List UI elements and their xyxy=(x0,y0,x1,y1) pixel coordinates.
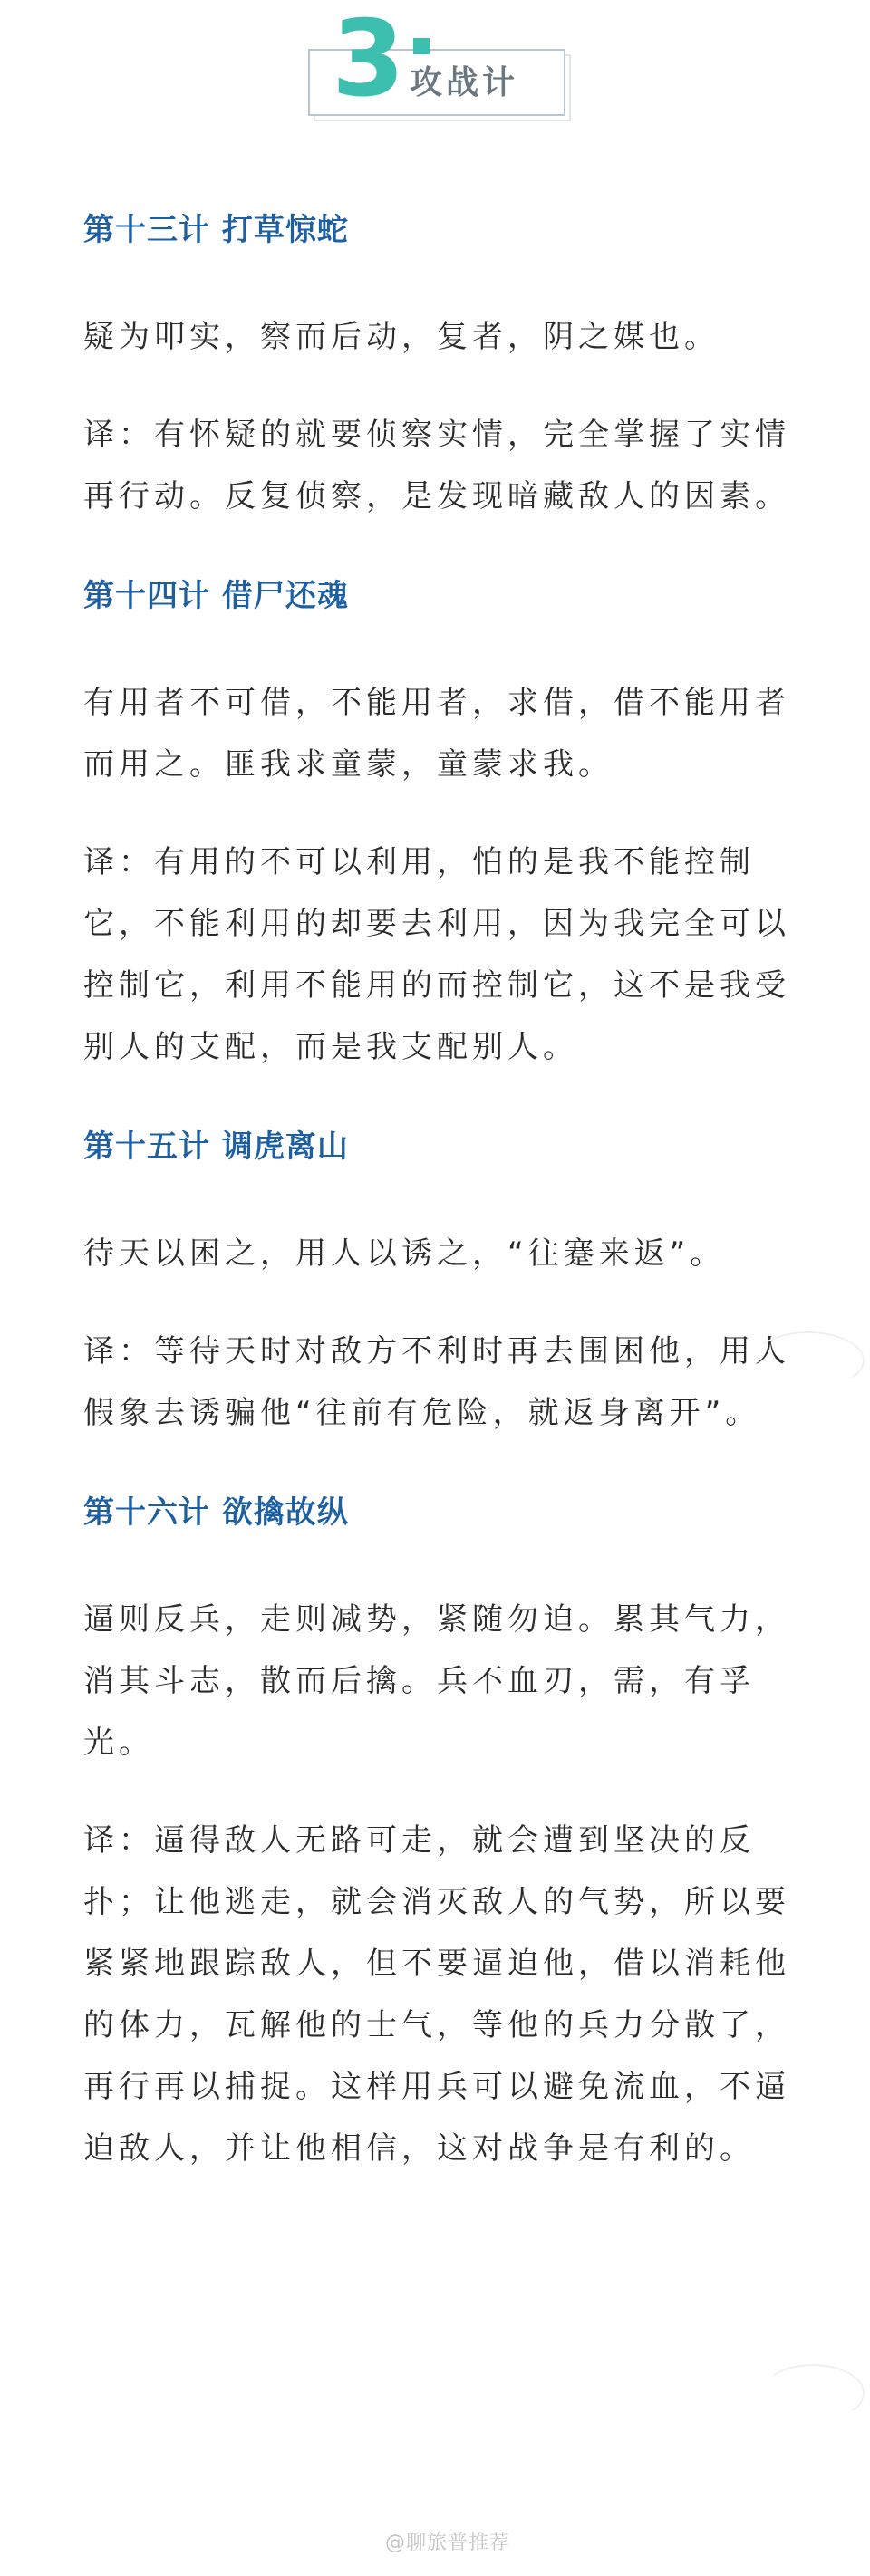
translation-text: 译：有怀疑的就要侦察实情，完全掌握了实情再行动。反复侦察，是发现暗藏敌人的因素。 xyxy=(83,417,790,514)
translation-text: 译：等待天时对敌方不利时再去围困他，用人假象去诱骗他“往前有危险，就返身离开”。 xyxy=(83,1333,790,1431)
translation-text: 译：有用的不可以利用，怕的是我不能控制它，不能利用的却要去利用，因为我完全可以控制它，利用不能用的而控制它，这不是我受别人的支配，而是我支配别人。 xyxy=(83,844,790,1065)
original-text: 待天以困之，用人以诱之，“往蹇来返”。 xyxy=(83,1235,726,1272)
original-text: 有用者不可借，不能用者，求借，借不能用者而用之。匪我求童蒙，童蒙求我。 xyxy=(83,685,790,783)
translation-text: 译：逼得敌人无路可走，就会遭到坚决的反扑；让他逃走，就会消灭敌人的气势，所以要紧紧地跟踪敌人，但不要逼迫他，借以消耗他的体力，瓦解他的士气，等他的兵力分散了，再行再以捕捉。这样用兵可以避免流血，不逼迫敌人，并让他相信，这对战争是有利的。 xyxy=(83,1822,790,2167)
section-14 xyxy=(83,563,799,1078)
section-heading: 第十三计 打草惊蛇 xyxy=(83,212,349,248)
decorative-arc xyxy=(761,2364,865,2422)
header-banner xyxy=(0,0,870,154)
original-text: 逼则反兵，走则减势，紧随勿迫。累其气力，消其斗志，散而后擒。兵不血刃，需，有孚光。 xyxy=(83,1601,790,1761)
article-body xyxy=(83,197,799,2216)
decorative-arc xyxy=(752,1331,865,1389)
original-text: 疑为叩实，察而后动，复者，阴之媒也。 xyxy=(83,319,720,355)
section-15 xyxy=(83,1114,799,1444)
watermark: @聊旅普推荐 xyxy=(385,2532,511,2554)
section-heading: 第十四计 借尸还魂 xyxy=(83,578,349,614)
section-heading: 第十六计 欲擒故纵 xyxy=(83,1495,349,1531)
chapter-number: 3 xyxy=(332,0,405,120)
section-16 xyxy=(83,1480,799,2179)
section-13 xyxy=(83,197,799,527)
chapter-title: 攻战计 xyxy=(410,64,519,101)
section-heading: 第十五计 调虎离山 xyxy=(83,1129,349,1165)
teal-square-decoration xyxy=(413,38,430,54)
